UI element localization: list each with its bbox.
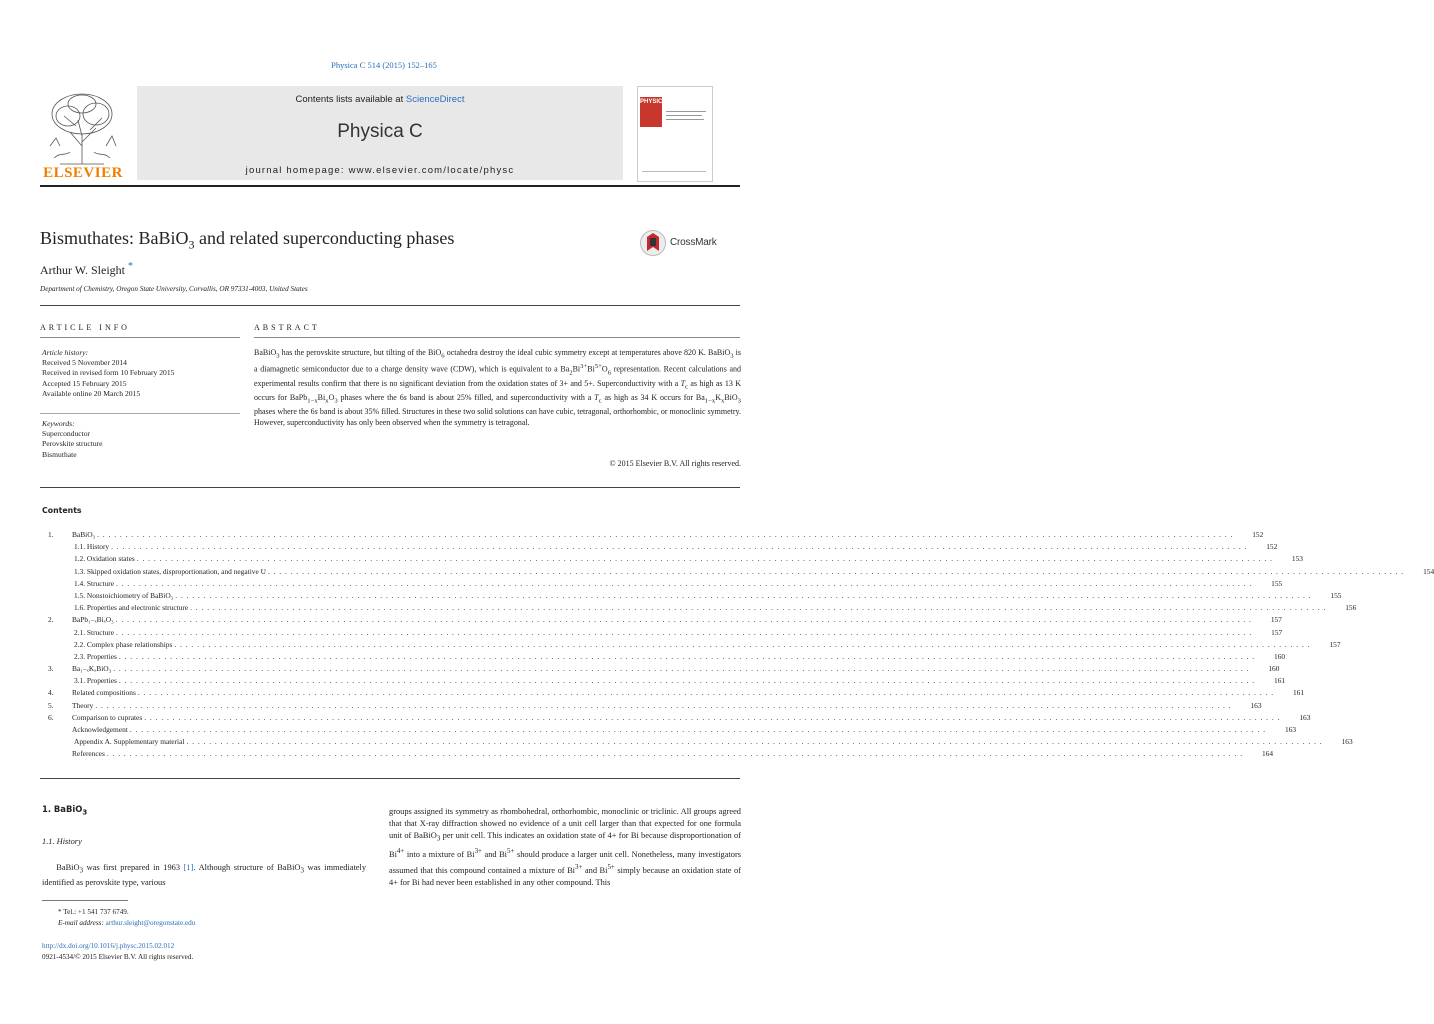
- contents-title: Contents: [42, 506, 82, 515]
- toc-entry[interactable]: [48, 530, 1264, 542]
- toc-number: 5.: [48, 700, 54, 710]
- keyword: Perovskite structure: [42, 439, 103, 449]
- citation-line[interactable]: Physica C 514 (2015) 152–165: [331, 60, 437, 70]
- toc-page: 160: [1274, 651, 1286, 661]
- toc-entry[interactable]: [48, 578, 1283, 591]
- toc-entry[interactable]: [48, 712, 1311, 725]
- abstract-text: BaBiO$_3$ has the perovskite structure, but tilting of the BiO$_6$ octahedra destroy the ideal cubic symmetry except at temperatures above 820 K. BaBiO$_3$ is a diamagnetic semiconductor due to a charge density wave (CDW), which is equivalent to a $Ba_2Bi^{3+}Bi^{5+}O_6$ representation. Recent calculations and experimental results confirm that there is no significant deviation from the oxidation states of 3+ and 5+. Superconductivity with a $T_c$ as high as 13 K occurs for $BaPb_{1-x}Bi_xO_3$ phases where the 6s band is about 25% filled, and superconductivity with a $T_c$ as high as 34 K occurs for $Ba_{1-x}K_xBiO_3$ phases where the 6s band is about 35% filled. Structures in these two solid solutions can have cubic, tetragonal, orthorhombic, or monoclinic symmetry. However, superconductivity has only been observed when the symmetry is tetragonal.: [254, 348, 742, 427]
- doi-block: [42, 941, 193, 963]
- toc-label: Ba₁₋ₓKₓBiO₃: [72, 664, 112, 674]
- toc-page: 163: [1284, 725, 1297, 734]
- journal-name: Physica C: [337, 121, 423, 142]
- history-item: Received in revised form 10 February 2015: [42, 368, 175, 378]
- toc-entry[interactable]: [48, 603, 1357, 615]
- toc-page: 153: [1291, 554, 1303, 564]
- toc-label: 1.2. Oxidation states: [74, 554, 135, 564]
- toc-entry[interactable]: [48, 639, 1341, 652]
- toc-entry[interactable]: [48, 651, 1286, 664]
- keywords-block: Keywords: Superconductor Perovskite structure Bismuthate: [42, 419, 103, 459]
- sciencedirect-link[interactable]: ScienceDirect: [405, 94, 465, 105]
- toc-entry[interactable]: [48, 749, 1274, 761]
- toc-leader: . . . . . . . . . . . . . . . . . . . . . . . . . . . . . . . . . . . . . . . . . . . . . . . . . . . . . . . . . . . . . . . . . . . . . . . . . . . . . . . . . . . . . . . . . . . . . . . . . . . . . . . . . . . . . . . . . . . . . . . . . . . . . . . . . . . . . . . . . . . . . . . . . . . . . . . . . . . . . . . . . . . . . . . . . . . . . . . . . . . . . . . . . . . . . . . . . . . . . . . .: [97, 530, 1234, 539]
- history-item: Accepted 15 February 2015: [42, 378, 127, 388]
- toc-leader: . . . . . . . . . . . . . . . . . . . . . . . . . . . . . . . . . . . . . . . . . . . . . . . . . . . . . . . . . . . . . . . . . . . . . . . . . . . . . . . . . . . . . . . . . . . . . . . . . . . . . . . . . . . . . . . . . . . . . . . . . . . . . . . . . . . . . . . . . . . . . . . . . . . . . . . . . . . . . . . . . . . . . . . . . . . . . . . . . . . . . . . . . . . . . . . . . . . . . . . .: [95, 700, 1232, 710]
- toc-leader: . . . . . . . . . . . . . . . . . . . . . . . . . . . . . . . . . . . . . . . . . . . . . . . . . . . . . . . . . . . . . . . . . . . . . . . . . . . . . . . . . . . . . . . . . . . . . . . . . . . . . . . . . . . . . . . . . . . . . . . . . . . . . . . . . . . . . . . . . . . . . . . . . . . . . . . . . . . . . . . . . . . . . . . . . . . . . . . . . . . . . . . . . . . . . . . . . . . . . . . .: [129, 725, 1267, 734]
- author-affiliation: Department of Chemistry, Oregon State University, Corvallis, OR 97331-4003, United States: [40, 285, 308, 293]
- toc-leader: . . . . . . . . . . . . . . . . . . . . . . . . . . . . . . . . . . . . . . . . . . . . . . . . . . . . . . . . . . . . . . . . . . . . . . . . . . . . . . . . . . . . . . . . . . . . . . . . . . . . . . . . . . . . . . . . . . . . . . . . . . . . . . . . . . . . . . . . . . . . . . . . . . . . . . . . . . . . . . . . . . . . . . . . . . . . . . . . . . . . . . . . . . . . . . . . . . . . . . . .: [106, 749, 1244, 759]
- toc-number: 6.: [48, 712, 54, 722]
- elsevier-wordmark: ELSEVIER: [43, 165, 123, 181]
- toc-label: 2.1. Structure: [74, 627, 115, 637]
- toc-number: 2.: [48, 615, 54, 625]
- doi-link[interactable]: http://dx.doi.org/10.1016/j.physc.2015.02.012: [42, 942, 175, 950]
- toc-label: Theory: [72, 700, 94, 710]
- keyword: Superconductor: [42, 429, 91, 439]
- contents-bottom-rule: [40, 778, 740, 779]
- toc-label: 1.6. Properties and electronic structure: [74, 603, 189, 613]
- toc-page: 163: [1299, 712, 1311, 722]
- article-info-rule: [40, 337, 240, 338]
- toc-leader: . . . . . . . . . . . . . . . . . . . . . . . . . . . . . . . . . . . . . . . . . . . . . . . . . . . . . . . . . . . . . . . . . . . . . . . . . . . . . . . . . . . . . . . . . . . . . . . . . . . . . . . . . . . . . . . . . . . . . . . . . . . . . . . . . . . . . . . . . . . . . . . . . . . . . . . . . . . . . . . . . . . . . . . . . . . . . . . . . . . . . . . . . . . . . . . . . . . . . . . .: [186, 737, 1323, 747]
- toc-label: 2.3. Properties: [74, 651, 117, 661]
- author-footnote-marker[interactable]: *: [128, 261, 134, 272]
- subsection-heading: 1.1. History: [42, 837, 82, 846]
- toc-leader: . . . . . . . . . . . . . . . . . . . . . . . . . . . . . . . . . . . . . . . . . . . . . . . . . . . . . . . . . . . . . . . . . . . . . . . . . . . . . . . . . . . . . . . . . . . . . . . . . . . . . . . . . . . . . . . . . . . . . . . . . . . . . . . . . . . . . . . . . . . . . . . . . . . . . . . . . . . . . . . . . . . . . . . . . . . . . . . . . . . . . . . . . . . . . . . . . . . . . . . .: [118, 676, 1256, 686]
- toc-page: 161: [1292, 688, 1305, 698]
- toc-entry[interactable]: [48, 676, 1286, 688]
- history-rule: [40, 413, 240, 414]
- history-item: Available online 20 March 2015: [42, 388, 141, 398]
- toc-leader: . . . . . . . . . . . . . . . . . . . . . . . . . . . . . . . . . . . . . . . . . . . . . . . . . . . . . . . . . . . . . . . . . . . . . . . . . . . . . . . . . . . . . . . . . . . . . . . . . . . . . . . . . . . . . . . . . . . . . . . . . . . . . . . . . . . . . . . . . . . . . . . . . . . . . . . . . . . . . . . . . . . . . . . . . . . . . . . . . . . . . . . . . . . . . . . . . . . . . . . .: [174, 639, 1311, 649]
- toc-page: 156: [1345, 603, 1357, 613]
- toc-label: Comparison to cuprates: [72, 712, 143, 722]
- toc-page: 154: [1423, 566, 1434, 576]
- abstract-bottom-rule: [40, 487, 740, 488]
- section-heading: 1. BaBiO$_3$: [42, 804, 88, 817]
- toc-label: 1.3. Skipped oxidation states, disproportionation, and negative U: [74, 566, 266, 576]
- table-of-contents: [48, 530, 1434, 762]
- toc-label: BaPb₁₋ₓBiₓO₃: [72, 615, 114, 625]
- toc-label: Acknowledgement: [72, 725, 128, 734]
- journal-cover-thumbnail[interactable]: [637, 86, 713, 182]
- toc-leader: . . . . . . . . . . . . . . . . . . . . . . . . . . . . . . . . . . . . . . . . . . . . . . . . . . . . . . . . . . . . . . . . . . . . . . . . . . . . . . . . . . . . . . . . . . . . . . . . . . . . . . . . . . . . . . . . . . . . . . . . . . . . . . . . . . . . . . . . . . . . . . . . . . . . . . . . . . . . . . . . . . . . . . . . . . . . . . . . . . . . . . . . . . . . . . . . . . . . . . . .: [118, 651, 1256, 661]
- history-item: Received 5 November 2014: [42, 358, 127, 368]
- toc-leader: . . . . . . . . . . . . . . . . . . . . . . . . . . . . . . . . . . . . . . . . . . . . . . . . . . . . . . . . . . . . . . . . . . . . . . . . . . . . . . . . . . . . . . . . . . . . . . . . . . . . . . . . . . . . . . . . . . . . . . . . . . . . . . . . . . . . . . . . . . . . . . . . . . . . . . . . . . . . . . . . . . . . . . . . . . . . . . . . . . . . . . . . . . . . . . . . . . . . . . . .: [113, 664, 1250, 674]
- toc-number: 3.: [48, 664, 54, 674]
- toc-page: 155: [1271, 578, 1283, 588]
- crossmark-icon: [639, 229, 667, 257]
- toc-page: 163: [1341, 737, 1353, 747]
- body-text-left: BaBiO$_3$ was first prepared in 1963 [1]. Although structure of BaBiO$_3$ was immediately identified as perovskite type, various: [42, 863, 367, 887]
- toc-leader: . . . . . . . . . . . . . . . . . . . . . . . . . . . . . . . . . . . . . . . . . . . . . . . . . . . . . . . . . . . . . . . . . . . . . . . . . . . . . . . . . . . . . . . . . . . . . . . . . . . . . . . . . . . . . . . . . . . . . . . . . . . . . . . . . . . . . . . . . . . . . . . . . . . . . . . . . . . . . . . . . . . . . . . . . . . . . . . . . . . . . . . . . . . . . . . . . . . . . . . .: [111, 542, 1248, 552]
- toc-leader: . . . . . . . . . . . . . . . . . . . . . . . . . . . . . . . . . . . . . . . . . . . . . . . . . . . . . . . . . . . . . . . . . . . . . . . . . . . . . . . . . . . . . . . . . . . . . . . . . . . . . . . . . . . . . . . . . . . . . . . . . . . . . . . . . . . . . . . . . . . . . . . . . . . . . . . . . . . . . . . . . . . . . . . . . . . . . . . . . . . . . . . . . . . . . . . . . . . . . . . .: [116, 578, 1253, 588]
- toc-entry[interactable]: [48, 737, 1353, 749]
- toc-label: Appendix A. Supplementary material: [74, 737, 185, 747]
- toc-page: 157: [1271, 627, 1283, 637]
- author-email-link[interactable]: arthur.sleight@oregonstate.edu: [105, 919, 196, 927]
- toc-label: 1.1. History: [74, 542, 110, 552]
- toc-label: BaBiO₃: [72, 530, 96, 539]
- author-name: Arthur W. Sleight *: [40, 261, 134, 277]
- toc-entry[interactable]: [48, 554, 1303, 566]
- toc-number: 1.: [48, 530, 54, 539]
- article-info-heading: ARTICLE INFO: [40, 323, 130, 332]
- toc-leader: . . . . . . . . . . . . . . . . . . . . . . . . . . . . . . . . . . . . . . . . . . . . . . . . . . . . . . . . . . . . . . . . . . . . . . . . . . . . . . . . . . . . . . . . . . . . . . . . . . . . . . . . . . . . . . . . . . . . . . . . . . . . . . . . . . . . . . . . . . . . . . . . . . . . . . . . . . . . . . . . . . . . . . . . . . . . . . . . . . . . . . . . . . . . . . . . . . . . . . . .: [144, 712, 1281, 722]
- toc-leader: . . . . . . . . . . . . . . . . . . . . . . . . . . . . . . . . . . . . . . . . . . . . . . . . . . . . . . . . . . . . . . . . . . . . . . . . . . . . . . . . . . . . . . . . . . . . . . . . . . . . . . . . . . . . . . . . . . . . . . . . . . . . . . . . . . . . . . . . . . . . . . . . . . . . . . . . . . . . . . . . . . . . . . . . . . . . . . . . . . . . . . . . . . . . . . . . . . . . . . . .: [136, 554, 1273, 564]
- toc-label: 1.5. Nonstoichiometry of BaBiO₃: [74, 590, 174, 600]
- contents-available-line: Contents lists available at ScienceDirect: [295, 94, 465, 105]
- toc-label: 2.2. Complex phase relationships: [74, 639, 173, 649]
- toc-number: 4.: [48, 688, 54, 698]
- crossmark-badge[interactable]: CrossMark: [639, 229, 739, 257]
- toc-page: 157: [1329, 639, 1341, 649]
- toc-page: 164: [1261, 749, 1274, 759]
- toc-entry[interactable]: [48, 664, 1280, 676]
- toc-page: 161: [1274, 676, 1286, 686]
- toc-entry[interactable]: [48, 627, 1283, 640]
- toc-entry[interactable]: [48, 590, 1342, 603]
- toc-entry[interactable]: [48, 725, 1297, 737]
- copyright-notice: © 2015 Elsevier B.V. All rights reserved.: [609, 459, 741, 468]
- body-text-right: groups assigned its symmetry as rhombohedral, orthorhombic, monoclinic or triclinic. All groups agreed that that X-ray diffraction showed no evidence of a unit cell larger than that expected for one formula unit of BaBiO$_3$ per unit cell. This indicates an oxidation state of 4+ for Bi because disproportionation of $Bi^{4+}$ into a mixture of $Bi^{3+}$ and $Bi^{5+}$ should produce a larger unit cell. Nonetheless, many investigators assumed that this compound contained a mixture of $Bi^{3+}$ and $Bi^{5+}$ simply because an oxidation state of 4+ for Bi had never been established in any other compound. This: [389, 807, 742, 888]
- article-title: Bismuthates: BaBiO$_3$ and related superconducting phases: [40, 228, 455, 252]
- toc-entry[interactable]: [48, 542, 1278, 554]
- toc-entry[interactable]: [48, 688, 1305, 700]
- toc-label: 1.4. Structure: [74, 578, 115, 588]
- toc-page: 160: [1268, 664, 1280, 674]
- toc-leader: . . . . . . . . . . . . . . . . . . . . . . . . . . . . . . . . . . . . . . . . . . . . . . . . . . . . . . . . . . . . . . . . . . . . . . . . . . . . . . . . . . . . . . . . . . . . . . . . . . . . . . . . . . . . . . . . . . . . . . . . . . . . . . . . . . . . . . . . . . . . . . . . . . . . . . . . . . . . . . . . . . . . . . . . . . . . . . . . . . . . . . . . . . . . . . . . . . . . . . . .: [115, 615, 1252, 625]
- toc-label: 3.1. Properties: [74, 676, 117, 686]
- toc-page: 152: [1252, 530, 1264, 539]
- toc-leader: . . . . . . . . . . . . . . . . . . . . . . . . . . . . . . . . . . . . . . . . . . . . . . . . . . . . . . . . . . . . . . . . . . . . . . . . . . . . . . . . . . . . . . . . . . . . . . . . . . . . . . . . . . . . . . . . . . . . . . . . . . . . . . . . . . . . . . . . . . . . . . . . . . . . . . . . . . . . . . . . . . . . . . . . . . . . . . . . . . . . . . . . . . . . . . . . . . . . . . . .: [137, 688, 1275, 698]
- toc-page: 163: [1250, 700, 1262, 710]
- toc-page: 155: [1330, 590, 1342, 600]
- author-footnote: * Tel.: +1 541 737 6749. E-mail address: arthur.sleight@oregonstate.edu: [58, 908, 196, 927]
- toc-leader: . . . . . . . . . . . . . . . . . . . . . . . . . . . . . . . . . . . . . . . . . . . . . . . . . . . . . . . . . . . . . . . . . . . . . . . . . . . . . . . . . . . . . . . . . . . . . . . . . . . . . . . . . . . . . . . . . . . . . . . . . . . . . . . . . . . . . . . . . . . . . . . . . . . . . . . . . . . . . . . . . . . . . . . . . . . . . . . . . . . . . . . . . . . . . . . . . . . . . . . .: [116, 627, 1253, 637]
- toc-entry[interactable]: [48, 615, 1282, 627]
- issn-line: 0921-4534/© 2015 Elsevier B.V. All rights reserved.: [42, 953, 194, 961]
- abstract-heading: ABSTRACT: [254, 323, 320, 332]
- toc-page: 157: [1270, 615, 1282, 625]
- journal-homepage-link[interactable]: journal homepage: www.elsevier.com/locate/physc: [245, 165, 515, 176]
- toc-label: Related compositions: [72, 688, 136, 698]
- toc-entry[interactable]: [48, 566, 1434, 579]
- header-rule: [40, 185, 740, 187]
- title-rule: [40, 305, 740, 306]
- toc-entry[interactable]: [48, 700, 1262, 713]
- toc-leader: . . . . . . . . . . . . . . . . . . . . . . . . . . . . . . . . . . . . . . . . . . . . . . . . . . . . . . . . . . . . . . . . . . . . . . . . . . . . . . . . . . . . . . . . . . . . . . . . . . . . . . . . . . . . . . . . . . . . . . . . . . . . . . . . . . . . . . . . . . . . . . . . . . . . . . . . . . . . . . . . . . . . . . . . . . . . . . . . . . . . . . . . . . . . . . . . . . . . . . . .: [190, 603, 1327, 613]
- keyword: Bismuthate: [42, 449, 77, 459]
- toc-leader: . . . . . . . . . . . . . . . . . . . . . . . . . . . . . . . . . . . . . . . . . . . . . . . . . . . . . . . . . . . . . . . . . . . . . . . . . . . . . . . . . . . . . . . . . . . . . . . . . . . . . . . . . . . . . . . . . . . . . . . . . . . . . . . . . . . . . . . . . . . . . . . . . . . . . . . . . . . . . . . . . . . . . . . . . . . . . . . . . . . . . . . . . . . . . . . . . . . . . . . .: [175, 590, 1312, 600]
- cover-title: PHYSICA: [640, 99, 667, 105]
- reference-link[interactable]: [1]: [183, 863, 194, 872]
- article-history: Article history: Received 5 November 2014 Received in revised form 10 February 2015 Accepted 15 February 2015 Available online 20 March 2015: [42, 348, 175, 398]
- abstract-rule: [254, 337, 740, 338]
- toc-leader: . . . . . . . . . . . . . . . . . . . . . . . . . . . . . . . . . . . . . . . . . . . . . . . . . . . . . . . . . . . . . . . . . . . . . . . . . . . . . . . . . . . . . . . . . . . . . . . . . . . . . . . . . . . . . . . . . . . . . . . . . . . . . . . . . . . . . . . . . . . . . . . . . . . . . . . . . . . . . . . . . . . . . . . . . . . . . . . . . . . . . . . . . . . . . . . . . . . . . . . .: [267, 566, 1405, 576]
- toc-label: References: [72, 749, 105, 759]
- toc-page: 152: [1266, 542, 1278, 552]
- footnote-rule: [42, 900, 128, 901]
